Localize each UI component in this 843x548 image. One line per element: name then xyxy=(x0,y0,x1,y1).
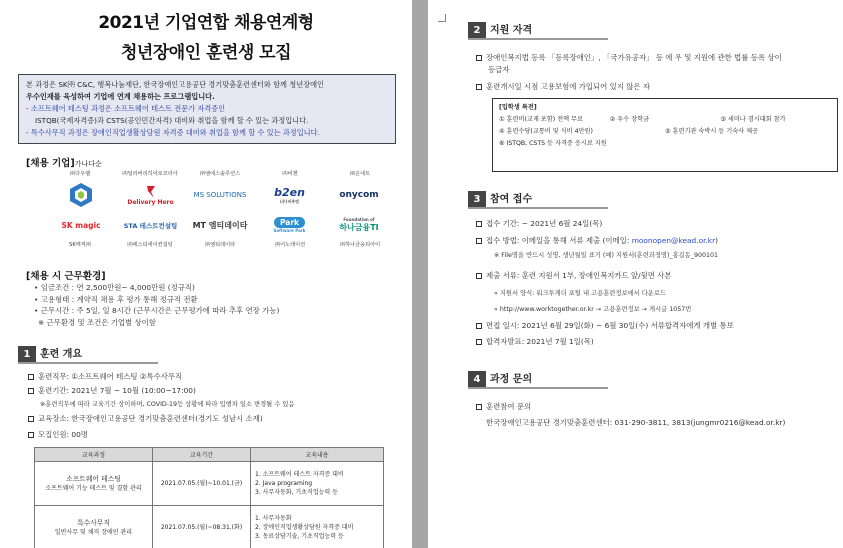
logo-caption: ㈜하나금융티아이 xyxy=(339,242,381,248)
benefits-box xyxy=(492,98,838,172)
intro-line-5: - 특수사무직 과정은 장애인직업생활상담원 자격증 대비와 취업을 함께 할 수 있는 과정입니다. xyxy=(26,128,320,137)
benefits-row: ④ 훈련수당(교통비 및 식비 4만원) ⑤ 훈련기관 숙박시 등 기숙사 제공 xyxy=(499,128,759,135)
ms-solutions-logo: MS SOLUTIONS xyxy=(193,191,247,199)
logo-caption: ㈜비젠 xyxy=(282,171,298,177)
checkbox-icon xyxy=(476,404,482,410)
logo-caption: SK매직㈜ xyxy=(69,242,91,248)
section-label: 지원 자격 xyxy=(490,25,533,36)
condition-item: • 임금조건 : 연 2,500만원~ 4,000만원 (정규직) xyxy=(34,283,195,292)
section-number: 2 xyxy=(468,22,486,39)
course-period: 2021.07.05.(월)~10.01.(금) xyxy=(153,462,251,506)
table-row xyxy=(35,506,384,548)
sec1-line: 모집인원: 00명 xyxy=(28,429,88,440)
section-4-header xyxy=(468,371,608,388)
hero-icon xyxy=(144,185,158,199)
intro-line-2: 우수인재를 육성하여 기업에 연계 채용하는 프로그램입니다. xyxy=(26,92,215,101)
page-left xyxy=(0,0,412,548)
logo-caption: ㈜딜리버리히어로코리아 xyxy=(122,171,178,177)
table-header: 교육과정 xyxy=(35,448,153,462)
logo-caption: ㈜온네트 xyxy=(349,171,371,177)
logo-caption: ㈜엠에스솔루션스 xyxy=(199,171,241,177)
sec1-line: 훈련기간: 2021년 7월 ~ 10월 (10:00~17:00) xyxy=(28,385,196,396)
sec3-line: 접수 방법: 이메일을 통해 서류 제출 (이메일: moonopen@kead.or.kr) xyxy=(476,235,718,246)
condition-item: • 고용형태 : 계약직 채용 후 평가 통해 정규직 전환 xyxy=(34,294,198,304)
onycom-logo: onycom xyxy=(339,190,379,200)
course-content: 1. 소프트웨어 테스트 자격증 대비 2. Java programing 3. 사무자동화, 기초직업능력 등 xyxy=(251,462,384,506)
section-1-header xyxy=(18,346,158,363)
checkbox-icon xyxy=(28,416,34,422)
page-right xyxy=(428,0,843,548)
employer-logos xyxy=(50,170,390,248)
daoulab-logo xyxy=(50,183,112,207)
sec3-line: 합격자발표: 2021년 7월 1일(목) xyxy=(476,336,594,347)
delivery-hero-logo: Delivery Hero xyxy=(120,183,182,207)
intro-box xyxy=(18,74,396,144)
checkbox-icon xyxy=(476,221,482,227)
sec2-line: 훈련개시일 시점 고용보험에 가입되어 있지 않은 자 xyxy=(476,81,650,92)
logo-caption: ㈜다우랩 xyxy=(69,171,91,177)
logo-caption: ㈜어노테이션 xyxy=(274,242,306,248)
benefits-title: [입학생 특전] xyxy=(499,104,537,111)
checkbox-icon xyxy=(476,84,482,90)
sec3-note: » 지원서 양식: 워크투게더 포털 내 고용훈련정보에서 다운로드 xyxy=(494,290,667,297)
section-underline xyxy=(18,362,158,364)
sec3-line: 접수 기간: ~ 2021년 6월 24일(목) xyxy=(476,218,602,229)
sec3-note: ※ File명을 반드시 성명, 생년월일 표기 (예) 지원서(훈련과정명)_홍길동_900101 xyxy=(494,252,719,259)
email-link[interactable]: moonopen@kead.or.kr xyxy=(631,236,716,245)
sec2-line: 장애인복지법 등록 「등록장애인」, 「국가유공자」 등 에 우 및 지원에 관한 법률 등록 상이 xyxy=(476,52,782,63)
title-line-2: 청년장애인 훈련생 모집 xyxy=(120,43,292,63)
hana-ti-logo: Foundation of 하나금융TI xyxy=(339,217,379,232)
course-name: 특수사무직 일반사무 및 채직 장애인 관리 xyxy=(35,506,153,548)
section-underline xyxy=(468,38,608,40)
section-underline xyxy=(468,207,608,209)
logo-row-1 xyxy=(50,183,390,207)
checkbox-icon xyxy=(28,374,34,380)
course-table xyxy=(34,447,384,548)
sec3-line: 제출 서류: 훈련 지원서 1부, 장애인복지카드 앞/뒷면 사본 xyxy=(476,270,672,281)
section-number: 4 xyxy=(468,371,486,388)
mt-data-logo: MT 엠티데이타 xyxy=(192,220,248,230)
table-row xyxy=(35,462,384,506)
benefits-row: ⑥ ISTQB, CSTS 등 자격증 응시료 지원 xyxy=(499,140,607,147)
employers-title: [채용 기업]가나다순 xyxy=(26,158,102,169)
section-2-header xyxy=(468,22,608,39)
benefits-row: ① 훈련비(교재 포함) 전액 무료 ② 우수 장학금 ③ 세미나 경시대회 참가 xyxy=(499,116,786,123)
worktogether-link[interactable]: » http://www.worktogether.or.kr → 고용훈련정보 → 게시글 1057번 xyxy=(494,306,692,313)
logo-caption: ㈜엠티데이타 xyxy=(204,242,236,248)
section-underline xyxy=(468,387,608,389)
condition-item: • 근무시간 : 주 5일, 일 8시간 (근무시간은 근무평가에 따라 추후 연장 가능) xyxy=(34,306,280,315)
sec1-line: 훈련직무: ①소프트웨어 테스팅 ②특수사무직 xyxy=(28,371,182,382)
condition-item: ※ 근무환경 및 조건은 기업별 상이함 xyxy=(38,317,156,327)
course-name: 소프트웨어 테스팅 소프트웨어 기능 테스트 및 결함 관리 xyxy=(35,462,153,506)
course-period: 2021.07.05.(월)~08.31.(화) xyxy=(153,506,251,548)
section-number: 1 xyxy=(18,346,36,363)
software-park-logo: Park Software Park xyxy=(273,218,306,233)
checkbox-icon xyxy=(476,323,482,329)
sk-magic-logo: SK magic xyxy=(61,220,101,230)
checkbox-icon xyxy=(28,388,34,394)
checkbox-icon xyxy=(476,238,482,244)
conditions-title: [채용 시 근무환경] xyxy=(26,271,106,282)
page-gutter xyxy=(412,0,428,548)
b2en-logo: b2en (주)비투엔 xyxy=(274,185,305,204)
checkbox-icon xyxy=(28,432,34,438)
sec4-line: 훈련참여 문의 xyxy=(476,401,531,412)
checkbox-icon xyxy=(476,273,482,279)
section-label: 과정 문의 xyxy=(490,374,533,385)
intro-line-3: - 소프트웨어 테스팅 과정은 소프트웨어 테스트 전문가 자격증인 xyxy=(26,104,226,113)
logo-caption: ㈜에스티에이컨설팅 xyxy=(127,242,173,248)
checkbox-icon xyxy=(476,339,482,345)
title-line-1: 2021년 기업연합 채용연계형 xyxy=(98,13,314,33)
page-corner-mark xyxy=(438,14,446,22)
intro-line-4: ISTQB(국제자격증)과 CSTS(공인민간자격) 대비와 취업을 함께 할 수 있는 과정입니다. xyxy=(35,116,309,125)
section-3-header xyxy=(468,191,608,208)
section-label: 참여 접수 xyxy=(490,194,533,205)
logo-caption-row-top xyxy=(50,170,390,177)
intro-line-1: 본 과정은 SK㈜ C&C, 행복나눔재단, 한국장애인고용공단 경기맞춤훈련센터와 함께 청년장애인 xyxy=(26,80,324,89)
section-label: 훈련 개요 xyxy=(40,349,83,360)
sta-logo: STA 테스트컨설팅 xyxy=(123,221,178,230)
sec3-line: 면접 일시: 2021년 6월 29일(화) ~ 6월 30일(수) 서류합격자에게 개별 통보 xyxy=(476,320,734,331)
table-header: 교육내용 xyxy=(251,448,384,462)
sec4-contact: 한국장애인고용공단 경기맞춤훈련센터: 031-290-3811, 3813(jungmr0216@kead.or.kr) xyxy=(486,418,786,427)
table-header-row xyxy=(35,448,384,462)
sec1-note: ※훈련직무에 따라 교육기간 상이하며, COVID-19등 상황에 따라 입행차 일소 변경될 수 있음 xyxy=(40,401,295,408)
sec2-line-cont: 등급자 xyxy=(488,65,510,74)
section-number: 3 xyxy=(468,191,486,208)
conditions-list xyxy=(34,282,279,328)
table-header: 교육기간 xyxy=(153,448,251,462)
hexagon-icon xyxy=(69,182,93,208)
checkbox-icon xyxy=(476,55,482,61)
logo-caption-row-bottom xyxy=(50,241,390,248)
logo-row-2 xyxy=(50,213,390,237)
course-content: 1. 사무자동화 2. 장애인직업생활상담원 자격증 대비 3. 동료상담기술, 기초직업능력 등 xyxy=(251,506,384,548)
sec1-line: 교육장소: 한국장애인고용공단 경기맞춤훈련센터(경기도 성남시 소재) xyxy=(28,413,263,424)
